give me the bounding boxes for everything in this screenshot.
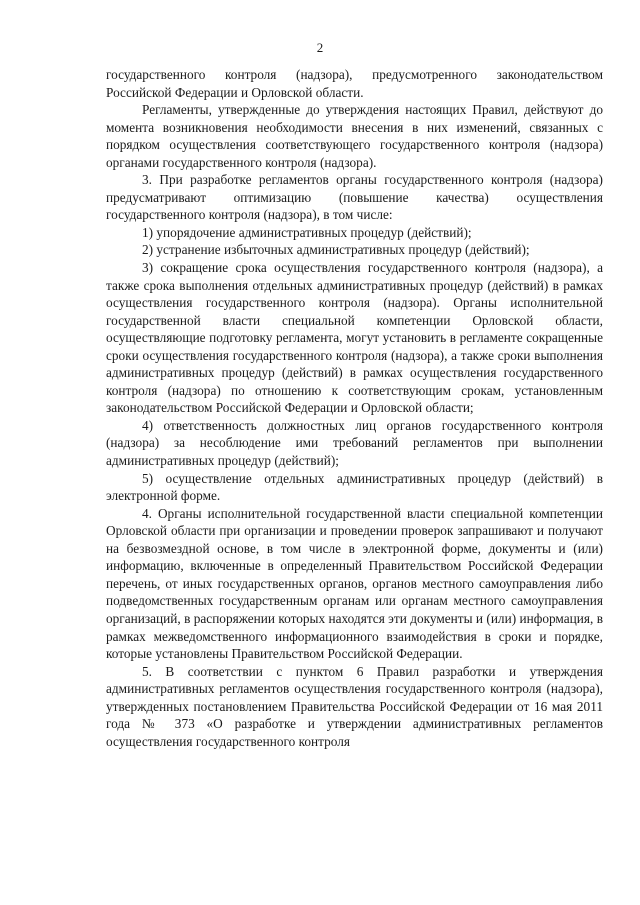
list-item-5: 5) осуществление отдельных административных процедур (действий) в электронной форме. xyxy=(106,470,603,504)
paragraph-item-5: 5. В соответствии с пунктом 6 Правил разработки и утверждения административных регламентов осуществления государственного контроля (надзора), утвержденных постановлением Правительства Российской Федерации от 16 мая 2011 года № 373 «О разработке и утверждении административных регламентов осуществления государственного контроля xyxy=(106,663,603,749)
list-item-4: 4) ответственность должностных лиц органов государственного контроля (надзора) за несоблюдение ими требований регламентов при выполнении административных процедур (действий); xyxy=(106,417,603,469)
list-item-3: 3) сокращение срока осуществления государственного контроля (надзора), а также срока выполнения отдельных административных процедур (действий) в рамках осуществления государственного контроля (надзора). Органы исполнительной государственной власти специальной компетенции Орловской области, осуществляющие подготовку регламента, могут установить в регламенте сокращенные сроки осуществления государственного контроля (надзора), а также сроки выполнения административных процедур (действий) в рамках осуществления государственного контроля (надзора) по отношению к соответствующим срокам, установленным законодательством Российской Федерации и Орловской области; xyxy=(106,260,603,416)
list-item-1: 1) упорядочение административных процедур (действий); xyxy=(142,224,472,240)
list-item-2: 2) устранение избыточных административных процедур (действий); xyxy=(142,242,530,258)
page-number: 2 xyxy=(316,40,324,55)
document-body xyxy=(106,66,603,750)
paragraph-regulations-validity: Регламенты, утвержденные до утверждения настоящих Правил, действуют до момента возникновения необходимости внесения в них изменений, связанных с порядком осуществления соответствующего государственного контроля (надзора) органами государственного контроля (надзора). xyxy=(106,102,603,170)
paragraph-item-3: 3. При разработке регламентов органы государственного контроля (надзора) предусматривают оптимизацию (повышение качества) осуществления государственного контроля (надзора), в том числе: xyxy=(106,172,603,223)
paragraph-item-4: 4. Органы исполнительной государственной власти специальной компетенции Орловской области при организации и проведении проверок запрашивают и получают на безвозмездной основе, в том числе в электронной форме, документы и (или) информацию, включенные в определенный Правительством Российской Федерации перечень, от иных государственных органов, органов местного самоуправления либо подведомственных государственным органам или органам местного самоуправления организаций, в распоряжении которых находятся эти документы и (или) информация, в рамках межведомственного информационного взаимодействия в сроки и порядке, которые установлены Правительством Российской Федерации. xyxy=(106,505,603,662)
paragraph-continuation: государственного контроля (надзора), предусмотренного законодательством Российской Федерации и Орловской области. xyxy=(106,67,603,100)
